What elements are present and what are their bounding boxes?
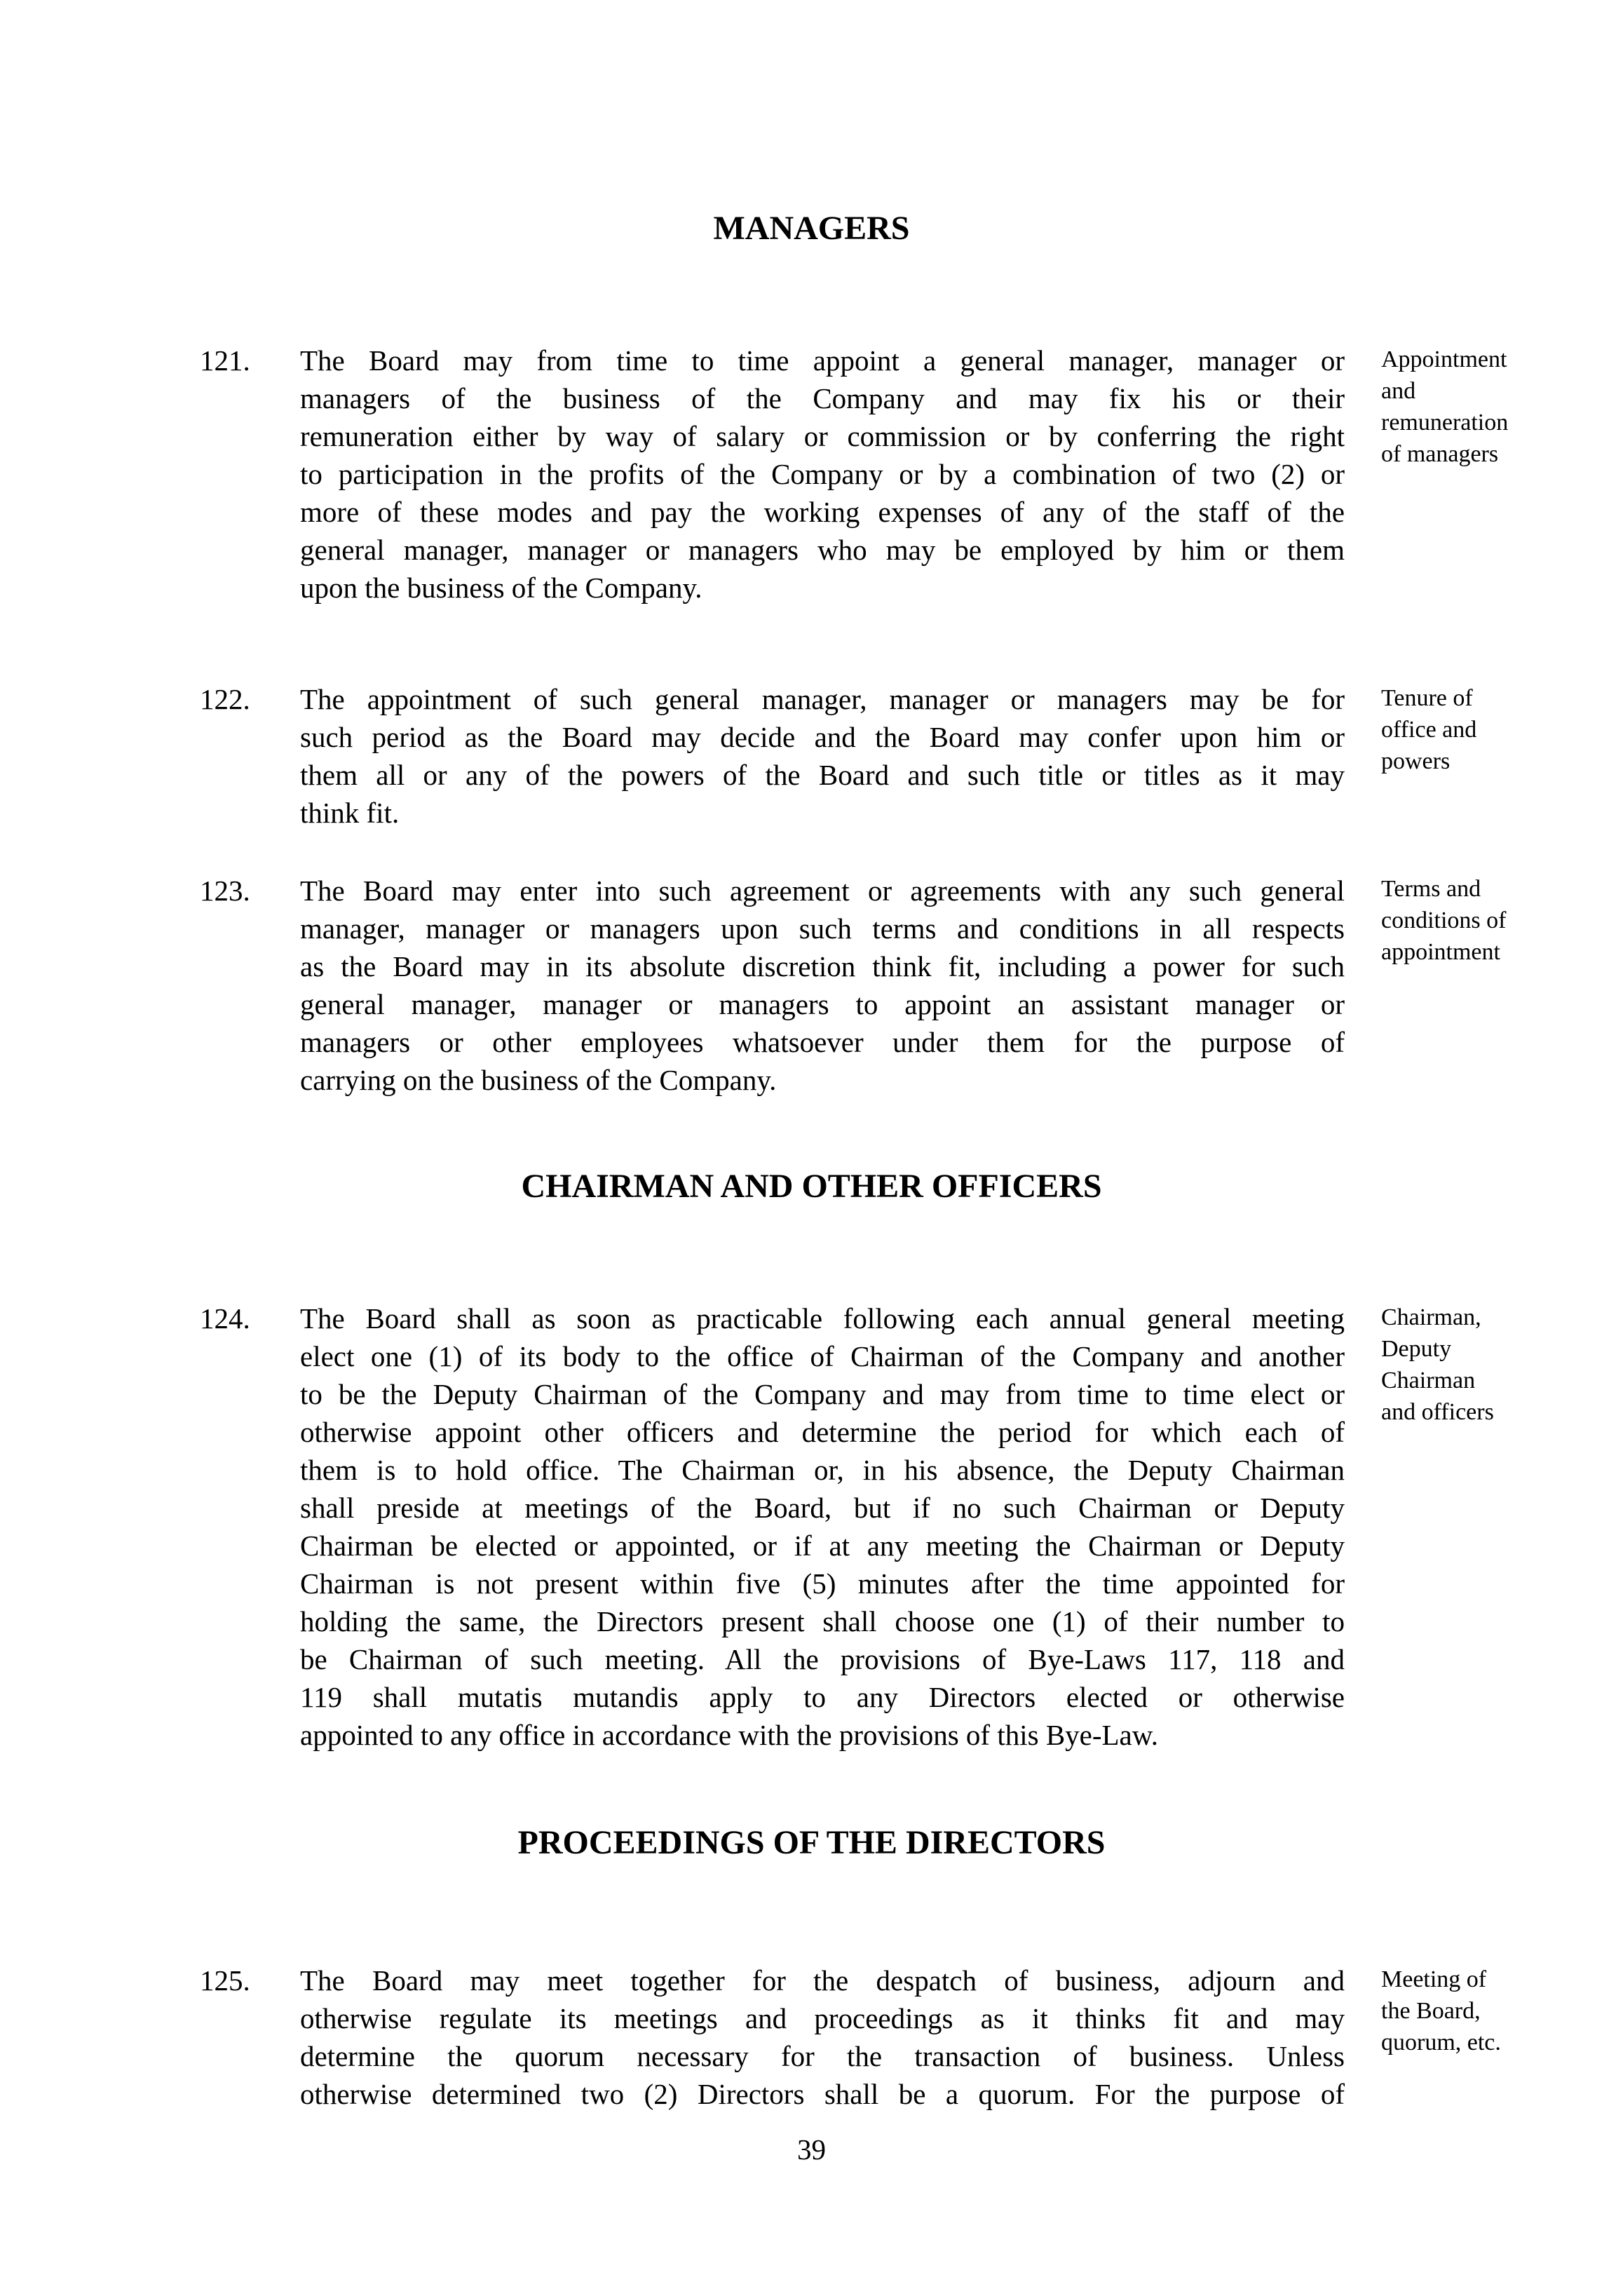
paragraph-line: upon the business of the Company.	[300, 572, 702, 604]
paragraph-line: manager, manager or managers upon such terms and conditions in all respects	[300, 912, 1345, 945]
section-heading-chairman: CHAIRMAN AND OTHER OFFICERS	[521, 1168, 1102, 1205]
paragraph-line: managers or other employees whatsoever under them for the purpose of	[300, 1026, 1345, 1058]
margin-note-line: Chairman	[1381, 1368, 1476, 1393]
margin-note-line: Appointment	[1381, 346, 1507, 372]
margin-note-line: and officers	[1381, 1399, 1494, 1425]
paragraph-body	[300, 680, 1345, 832]
paragraph-line: more of these modes and pay the working expenses of any of the staff of the	[300, 496, 1345, 528]
paragraph-line: carrying on the business of the Company.	[300, 1064, 777, 1096]
margin-note	[1381, 1964, 1591, 2058]
paragraph-line: them is to hold office. The Chairman or, in his absence, the Deputy Chairman	[300, 1454, 1345, 1486]
paragraph-line: managers of the business of the Company and may fix his or their	[300, 382, 1345, 414]
paragraph-number: 123.	[200, 874, 250, 907]
paragraph-number: 121.	[200, 344, 250, 377]
paragraph-line: them all or any of the powers of the Board and such title or titles as it may	[300, 759, 1345, 791]
margin-note-line: Tenure of	[1381, 685, 1473, 711]
paragraph-line: The Board may enter into such agreement or agreements with any such general	[300, 874, 1345, 907]
paragraph-line: general manager, manager or managers to appoint an assistant manager or	[300, 988, 1345, 1020]
paragraph-body	[300, 1961, 1345, 2113]
paragraph-line: The Board shall as soon as practicable following each annual general meeting	[300, 1302, 1345, 1335]
margin-note-line: appointment	[1381, 939, 1500, 965]
paragraph-line: appointed to any office in accordance with the provisions of this Bye-Law.	[300, 1719, 1158, 1751]
paragraph-line: to be the Deputy Chairman of the Company and may from time to time elect or	[300, 1378, 1345, 1410]
paragraph-line: determine the quorum necessary for the transaction of business. Unless	[300, 2040, 1345, 2072]
paragraph-body	[300, 872, 1345, 1099]
margin-note-line: Meeting of	[1381, 1966, 1487, 1992]
paragraph-line: The Board may from time to time appoint a general manager, manager or	[300, 344, 1345, 377]
paragraph-body	[300, 1299, 1345, 1754]
margin-note	[1381, 344, 1591, 470]
section-heading-managers: MANAGERS	[713, 210, 910, 247]
paragraph-line: 119 shall mutatis mutandis apply to any Directors elected or otherwise	[300, 1681, 1345, 1713]
margin-note-line: Deputy	[1381, 1336, 1452, 1362]
paragraph-line: to participation in the profits of the Company or by a combination of two (2) or	[300, 458, 1345, 490]
margin-note-line: office and	[1381, 717, 1477, 743]
paragraph-line: Chairman is not present within five (5) minutes after the time appointed for	[300, 1567, 1345, 1600]
paragraph-line: The Board may meet together for the despatch of business, adjourn and	[300, 1964, 1345, 1997]
paragraph-line: such period as the Board may decide and the Board may confer upon him or	[300, 721, 1345, 753]
page-number: 39	[797, 2133, 826, 2166]
margin-note-line: the Board,	[1381, 1998, 1481, 2024]
paragraph-line: general manager, manager or managers who may be employed by him or them	[300, 534, 1345, 566]
paragraph-line: think fit.	[300, 797, 400, 829]
paragraph-number: 125.	[200, 1964, 250, 1997]
paragraph-line: otherwise determined two (2) Directors shall be a quorum. For the purpose of	[300, 2078, 1345, 2110]
paragraph-line: Chairman be elected or appointed, or if at any meeting the Chairman or Deputy	[300, 1529, 1345, 1562]
paragraph-line: The appointment of such general manager, manager or managers may be for	[300, 683, 1345, 715]
margin-note-line: Terms and	[1381, 876, 1481, 902]
paragraph-number: 124.	[200, 1302, 250, 1335]
paragraph-line: shall preside at meetings of the Board, but if no such Chairman or Deputy	[300, 1492, 1345, 1524]
paragraph-line: remuneration either by way of salary or commission or by conferring the right	[300, 420, 1345, 452]
paragraph-line: otherwise appoint other officers and determine the period for which each of	[300, 1416, 1345, 1448]
margin-note-line: quorum, etc.	[1381, 2030, 1501, 2055]
margin-note-line: Chairman,	[1381, 1304, 1481, 1330]
paragraph-line: be Chairman of such meeting. All the provisions of Bye-Laws 117, 118 and	[300, 1643, 1345, 1675]
paragraph-line: otherwise regulate its meetings and proceedings as it thinks fit and may	[300, 2002, 1345, 2034]
margin-note-line: conditions of	[1381, 907, 1507, 933]
margin-note	[1381, 873, 1591, 968]
margin-note-line: remuneration	[1381, 410, 1509, 435]
margin-note-line: of managers	[1381, 441, 1499, 467]
margin-note-line: powers	[1381, 748, 1451, 774]
margin-note-line: and	[1381, 378, 1416, 404]
paragraph-line: holding the same, the Directors present shall choose one (1) of their number to	[300, 1605, 1345, 1637]
paragraph-line: as the Board may in its absolute discretion think fit, including a power for such	[300, 950, 1345, 982]
paragraph-body	[300, 342, 1345, 607]
margin-note	[1381, 1302, 1591, 1428]
section-heading-proceedings: PROCEEDINGS OF THE DIRECTORS	[517, 1824, 1106, 1861]
margin-note	[1381, 682, 1591, 777]
paragraph-number: 122.	[200, 683, 250, 715]
paragraph-line: elect one (1) of its body to the office of Chairman of the Company and another	[300, 1340, 1345, 1372]
